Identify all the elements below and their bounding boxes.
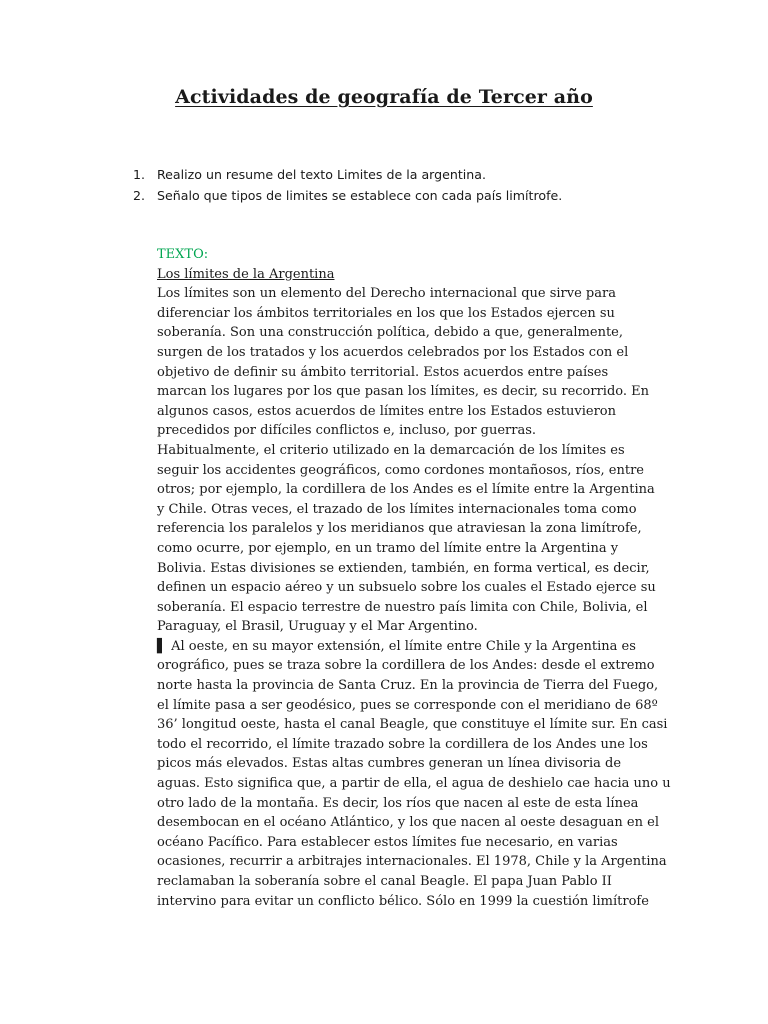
text-line <box>157 696 657 716</box>
text-line-content: soberanía. El espacio terrestre de nuestro país limita con Chile, Bolivia, el <box>157 599 648 615</box>
text-line-content: definen un espacio aéreo y un subsuelo sobre los cuales el Estado ejerce su <box>157 580 656 596</box>
text-line <box>157 519 657 539</box>
list-item <box>133 164 562 185</box>
text-line-content: intervino para evitar un conflicto bélico. Sólo en 1999 la cuestión limítrofe <box>157 893 649 909</box>
text-line-content: referencia los paralelos y los meridianos que atraviesan la zona limítrofe, <box>157 521 642 537</box>
text-line-content: todo el recorrido, el límite trazado sobre la cordillera de los Andes une los <box>157 736 648 752</box>
text-line-content: norte hasta la provincia de Santa Cruz. En la provincia de Tierra del Fuego, <box>157 678 659 694</box>
text-line <box>157 480 657 500</box>
text-line-content: el límite pasa a ser geodésico, pues se corresponde con el meridiano de 68º <box>157 697 658 713</box>
text-line <box>157 402 657 422</box>
text-line <box>157 872 657 892</box>
paragraph-lines <box>157 284 671 911</box>
list-item-text: Señalo que tipos de limites se establece con cada país limítrofe. <box>157 188 563 203</box>
text-line <box>157 774 671 794</box>
text-line-content: Habitualmente, el criterio utilizado en la demarcación de los límites es <box>157 442 625 458</box>
task-list <box>133 164 562 206</box>
text-line-content: océano Pacífico. Para establecer estos límites fue necesario, en varias <box>157 834 618 850</box>
text-line <box>157 500 657 520</box>
text-line-content: como ocurre, por ejemplo, en un tramo del límite entre la Argentina y <box>157 540 619 556</box>
text-line <box>157 676 657 696</box>
text-line-content: 36’ longitud oeste, hasta el canal Beagle, que constituye el límite sur. En casi <box>157 717 668 733</box>
text-line-content: otros; por ejemplo, la cordillera de los Andes es el límite entre la Argentina <box>157 482 655 498</box>
text-line <box>157 813 657 833</box>
list-item-number: 1. <box>133 167 146 182</box>
text-line <box>157 559 657 579</box>
text-line-content: Paraguay, el Brasil, Uruguay y el Mar Argentino. <box>157 619 478 635</box>
text-line <box>157 637 657 657</box>
text-line <box>157 598 657 618</box>
text-line <box>157 343 657 363</box>
text-line <box>157 441 657 461</box>
text-line <box>157 323 657 343</box>
text-line-content: desembocan en el océano Atlántico, y los que nacen al oeste desaguan en el <box>157 815 659 831</box>
text-line <box>157 617 657 637</box>
text-line <box>157 539 657 559</box>
text-line <box>157 794 657 814</box>
text-line-content: y Chile. Otras veces, el trazado de los límites internacionales toma como <box>157 501 637 517</box>
text-line-content: seguir los accidentes geográficos, como cordones montañosos, ríos, entre <box>157 462 644 478</box>
text-line <box>157 833 657 853</box>
text-line <box>157 715 668 735</box>
text-line-content: diferenciar los ámbitos territoriales en los que los Estados ejercen su <box>157 305 615 321</box>
list-item-text: Realizo un resume del texto Limites de la argentina. <box>157 167 486 182</box>
text-line-content: picos más elevados. Estas altas cumbres generan un línea divisoria de <box>157 756 622 772</box>
text-line-content: aguas. Esto significa que, a partir de ella, el agua de deshielo cae hacia uno u <box>157 776 671 792</box>
bullet-icon: ▌ <box>157 638 167 654</box>
text-line-content: Bolivia. Estas divisiones se extienden, también, en forma vertical, es decir, <box>157 560 650 576</box>
text-line-content: reclamaban la soberanía sobre el canal Beagle. El papa Juan Pablo II <box>157 874 612 889</box>
section-label: TEXTO: <box>157 247 209 262</box>
text-line <box>157 735 657 755</box>
text-line-content: soberanía. Son una construcción política, debido a que, generalmente, <box>157 325 624 341</box>
list-item-number: 2. <box>133 188 146 203</box>
text-line-content: ocasiones, recurrir a arbitrajes internacionales. El 1978, Chile y la Argentina <box>157 854 667 870</box>
text-line <box>157 421 657 441</box>
text-line-content: orográfico, pues se traza sobre la cordillera de los Andes: desde el extremo <box>157 658 655 674</box>
list-item <box>133 185 562 206</box>
text-line-content: algunos casos, estos acuerdos de límites entre los Estados estuvieron <box>157 403 616 419</box>
text-line <box>157 892 657 912</box>
text-line-content: Los límites son un elemento del Derecho internacional que sirve para <box>157 286 616 302</box>
text-line <box>157 754 657 774</box>
text-line <box>157 304 657 324</box>
text-line-content: marcan los lugares por los que pasan los límites, es decir, su recorrido. En <box>157 384 650 400</box>
reading-text <box>157 245 671 911</box>
text-line <box>157 656 657 676</box>
text-line-content: Al oeste, en su mayor extensión, el límite entre Chile y la Argentina es <box>167 638 636 654</box>
text-line <box>157 578 657 598</box>
section-title: Los límites de la Argentina <box>157 266 335 282</box>
text-line <box>157 363 657 383</box>
text-line <box>157 382 657 402</box>
text-line-content: otro lado de la montaña. Es decir, los ríos que nacen al este de esta línea <box>157 795 639 811</box>
text-line-content: precedidos por difíciles conflictos e, incluso, por guerras. <box>157 423 537 439</box>
text-line <box>157 852 667 872</box>
text-line <box>157 461 657 481</box>
text-line-content: objetivo de definir su ámbito territorial. Estos acuerdos entre países <box>157 364 609 380</box>
text-line-content: surgen de los tratados y los acuerdos celebrados por los Estados con el <box>157 344 629 360</box>
text-line <box>157 284 657 304</box>
document-title: Actividades de geografía de Tercer año <box>175 86 593 108</box>
